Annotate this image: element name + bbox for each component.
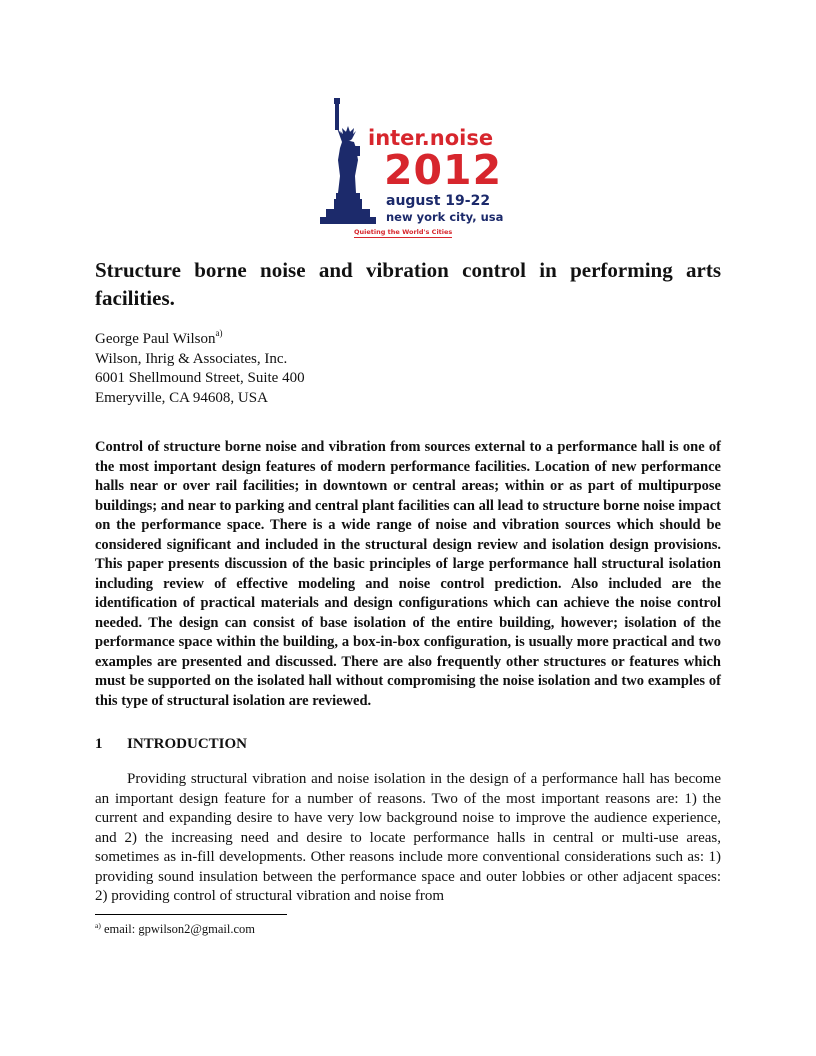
logo-line-dates: august 19-22 bbox=[386, 193, 491, 209]
author-affiliation: Wilson, Ihrig & Associates, Inc. bbox=[95, 350, 288, 367]
statue-of-liberty-icon bbox=[318, 98, 378, 228]
author-block bbox=[95, 330, 595, 408]
paper-title: Structure borne noise and vibration control in performing arts facilities. bbox=[95, 258, 721, 310]
footnote-text: email: gpwilson2@gmail.com bbox=[100, 922, 256, 936]
author-name: George Paul Wilson bbox=[95, 331, 216, 347]
author-street: 6001 Shellmound Street, Suite 400 bbox=[95, 370, 305, 386]
author-name-line bbox=[95, 330, 595, 350]
abstract: Control of structure borne noise and vibration from sources external to a performance hall is one of the most important design features of modern performance facilities. Location of new performance halls near or over rail facilities; in downtown or central areas; within or as part of multipurpose buildings; and near to parking and central plant facilities can all lead to structure borne noise impact on the performance space. There is a wide range of noise and vibration sources which should be considered significant and included in the structural design review and isolation design provisions. This paper presents discussion of the basic principles of large performance hall structural isolation including review of effective modeling and noise control prediction. Also included are the identification of practical materials and design configurations which can achieve the noise control needed. The design can consist of base isolation of the entire building, however; isolation of the performance space within the building, a box-in-box configuration, is usually more practical and two examples are presented and discussed. There are also frequently other structures or features which must be supported on the isolated hall without compromising the noise isolation and two examples of this type of structural isolation are reviewed. bbox=[95, 439, 721, 709]
footnote bbox=[95, 922, 255, 937]
footnote-rule bbox=[95, 914, 287, 915]
logo-line-year: 2012 bbox=[384, 146, 503, 194]
author-footnote-marker: a) bbox=[215, 328, 223, 338]
logo-line-location: new york city, usa bbox=[386, 210, 504, 224]
introduction-paragraph: Providing structural vibration and noise isolation in the design of a performance hall has become an important design feature for a number of reasons. Two of the most important reasons are: 1) the current and expanding desire to have very low background noise to improve the audience experience, and 2) the increasing need and desire to locate performance halls in central or multi-use areas, sometimes as in-fill developments. Other reasons include more conventional considerations such as: 1) providing sound insulation between the performance space and outer lobbies or other adjacent spaces: 2) providing control of structural vibration and noise from bbox=[95, 771, 721, 904]
logo-tagline: Quieting the World's Cities bbox=[354, 228, 453, 236]
logo-line-internoise: inter.noise bbox=[368, 126, 494, 150]
section-heading bbox=[95, 736, 247, 753]
footnote-marker: a) bbox=[95, 921, 101, 930]
conference-logo bbox=[318, 98, 503, 246]
section-title: INTRODUCTION bbox=[127, 736, 248, 752]
section-number: 1 bbox=[95, 736, 103, 752]
author-city: Emeryville, CA 94608, USA bbox=[95, 389, 268, 406]
